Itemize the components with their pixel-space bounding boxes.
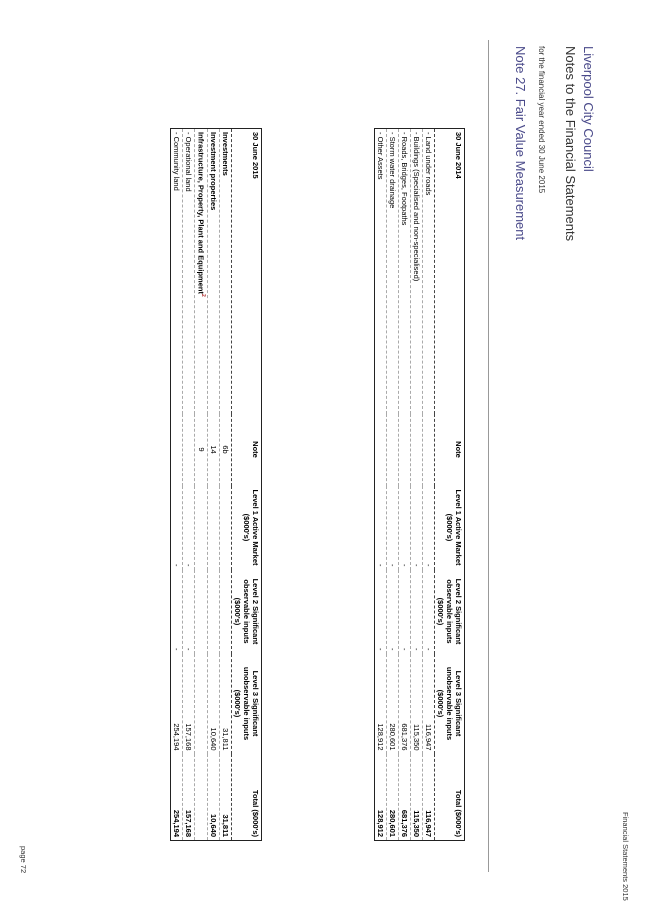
row-note (387, 414, 399, 486)
table-row (195, 129, 208, 841)
level3-col-header: Level 3 Significant unobservable inputs ($000's) (435, 654, 465, 754)
table-row (171, 129, 183, 841)
note-col-header: Note (232, 414, 262, 486)
row-label: - Other Assets (375, 129, 387, 414)
row-label: - Storm water drainage (387, 129, 399, 414)
row-total: 115,350 (411, 754, 423, 841)
row-total (195, 754, 208, 841)
level2-col-header: Level 2 Significant observable inputs ($000's) (232, 570, 262, 654)
row-level3: 254,194 (171, 654, 183, 754)
row-level1: - (387, 486, 399, 570)
notes-title: Notes to the Financial Statements (563, 46, 578, 242)
row-note (375, 414, 387, 486)
period-header: 30 June 2014 (435, 129, 465, 414)
row-level2: - (423, 570, 435, 654)
row-level3: 128,912 (375, 654, 387, 754)
row-total: 10,640 (208, 754, 220, 841)
row-total: 157,168 (183, 754, 195, 841)
header-divider (488, 40, 489, 872)
row-label: - Community land (171, 129, 183, 414)
row-level1: - (183, 486, 195, 570)
table-row (411, 129, 423, 841)
row-level2: - (387, 570, 399, 654)
level2-col-header: Level 2 Significant observable inputs ($000's) (435, 570, 465, 654)
row-level1: - (171, 486, 183, 570)
row-level3: 280,601 (387, 654, 399, 754)
table-row (375, 129, 387, 841)
row-note (183, 414, 195, 486)
table-row (423, 129, 435, 841)
row-level1 (195, 486, 208, 570)
row-label: - Land under roads (423, 129, 435, 414)
table-row (220, 129, 232, 841)
row-note (411, 414, 423, 486)
level3-col-header: Level 3 Significant unobservable inputs ($000's) (232, 654, 262, 754)
row-level2: - (399, 570, 411, 654)
table-row (208, 129, 220, 841)
total-col-header: Total ($000's) (435, 754, 465, 841)
row-note (399, 414, 411, 486)
row-note (423, 414, 435, 486)
row-label: Investment properties (208, 129, 220, 414)
row-note: 6b (220, 414, 232, 486)
row-label: - Roads, Bridges, Footpaths (399, 129, 411, 414)
row-level2: - (183, 570, 195, 654)
row-level2: - (411, 570, 423, 654)
row-total: 128,912 (375, 754, 387, 841)
footnote-marker: 2 (200, 293, 206, 297)
row-level3: 115,350 (411, 654, 423, 754)
row-level1: - (411, 486, 423, 570)
row-total: 116,947 (423, 754, 435, 841)
row-total: 31,811 (220, 754, 232, 841)
row-note: 9 (195, 414, 208, 486)
row-level3: 681,376 (399, 654, 411, 754)
report-header-right: Financial Statements 2015 (621, 812, 630, 901)
table-row (183, 129, 195, 841)
level1-col-header: Level 1 Active Market ($000's) (232, 486, 262, 570)
row-level2: - (171, 570, 183, 654)
row-level3: 157,168 (183, 654, 195, 754)
row-level3: 116,947 (423, 654, 435, 754)
row-level3: 10,640 (208, 654, 220, 754)
row-note: 14 (208, 414, 220, 486)
note-col-header: Note (435, 414, 465, 486)
row-label: Investments (220, 129, 232, 414)
period-header: 30 June 2015 (232, 129, 262, 414)
row-level3: 31,811 (220, 654, 232, 754)
row-level2: - (375, 570, 387, 654)
row-label: - Operational land (183, 129, 195, 414)
row-total: 681,376 (399, 754, 411, 841)
row-level2 (220, 570, 232, 654)
note-heading: Note 27. Fair Value Measurement (513, 46, 528, 241)
row-level1: - (375, 486, 387, 570)
row-level1: - (423, 486, 435, 570)
row-note (171, 414, 183, 486)
row-level2 (208, 570, 220, 654)
row-level2 (195, 570, 208, 654)
row-level1 (220, 486, 232, 570)
row-label: Infrastructure, Property, Plant and Equipment$^2$ (195, 129, 208, 414)
row-total: 280,601 (387, 754, 399, 841)
subtitle: for the financial year ended 30 June 2015 (537, 46, 546, 194)
level1-col-header: Level 1 Active Market ($000's) (435, 486, 465, 570)
fair-value-table-2015 (171, 128, 263, 840)
row-total: 254,194 (171, 754, 183, 841)
row-level1: - (399, 486, 411, 570)
table-row (399, 129, 411, 841)
row-level3 (195, 654, 208, 754)
fair-value-table-2014 (374, 128, 465, 840)
page-number: page 72 (19, 846, 28, 874)
row-label: - Buildings (Specialised and non-specialised) (411, 129, 423, 414)
council-title: Liverpool City Council (581, 46, 596, 172)
total-col-header: Total ($000's) (232, 754, 262, 841)
table-row (387, 129, 399, 841)
row-level1 (208, 486, 220, 570)
